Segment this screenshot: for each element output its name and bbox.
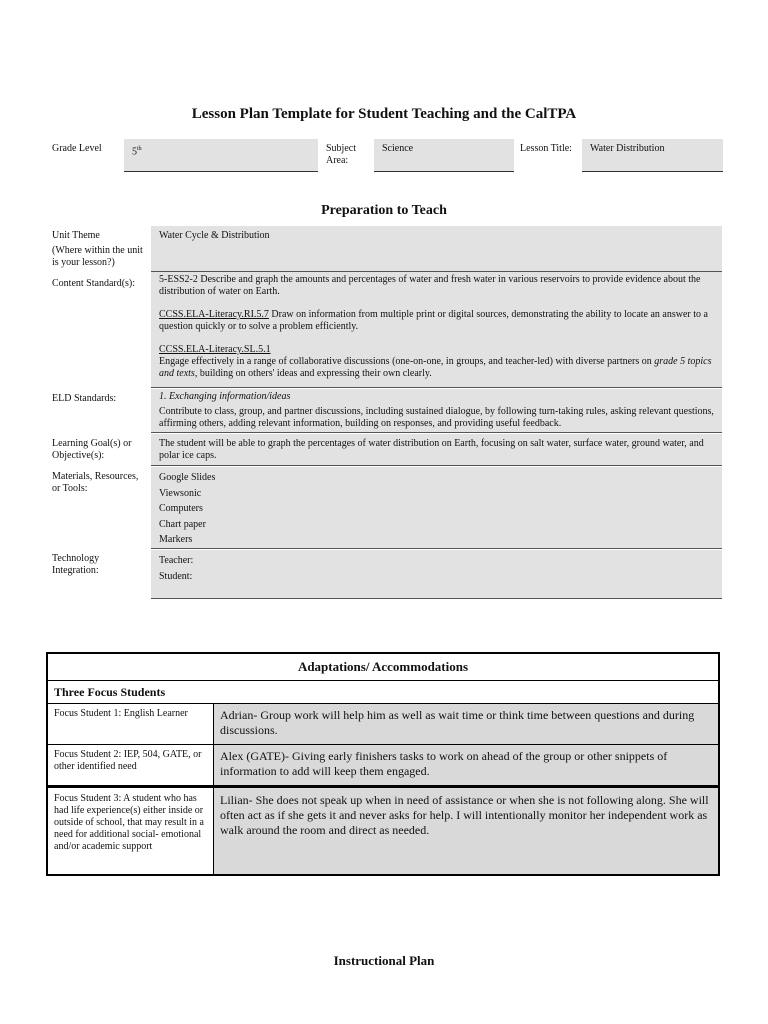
focus-students-subheading: Three Focus Students	[48, 681, 718, 704]
table-row	[48, 788, 718, 874]
learning-goal-text: The student will be able to graph the percentages of water distribution on Earth, focusing on salt water, surface water, ground water, and polar ice caps.	[159, 438, 704, 461]
preparation-heading: Preparation to Teach	[321, 203, 447, 218]
instructional-plan-heading: Instructional Plan	[333, 953, 435, 968]
materials-field[interactable]	[151, 467, 722, 549]
technology-teacher: Teacher:	[159, 555, 194, 566]
grade-level-label: Grade Level	[52, 143, 102, 154]
accommodations-table	[46, 652, 720, 876]
eld-text: Contribute to class, group, and partner discussions, including sustained dialogue, by following turn-taking rules, asking relevant questions, affirming others, adding relevant information, building on responses, and providing useful feedback.	[159, 406, 714, 429]
eld-title: 1. Exchanging information/ideas	[159, 391, 291, 402]
learning-goal-label: Learning Goal(s) or Objective(s):	[52, 438, 132, 461]
focus-student-3-label: Focus Student 3: A student who has had life experience(s) either inside or outside of school, that may result in a need for additional social- emotional and/or academic support	[48, 788, 214, 874]
materials-label: Materials, Resources, or Tools:	[52, 471, 139, 494]
materials-item: Computers	[159, 503, 203, 514]
standard-sl51-link[interactable]: CCSS.ELA-Literacy.SL.5.1	[159, 344, 271, 355]
materials-item: Google Slides	[159, 472, 216, 483]
unit-theme-label-text: Unit Theme	[52, 230, 100, 241]
lesson-title-value: Water Distribution	[590, 143, 665, 154]
technology-student: Student:	[159, 571, 193, 582]
learning-goal-field[interactable]	[151, 434, 722, 466]
technology-field[interactable]	[151, 550, 722, 599]
standard-ess2: 5-ESS2-2 Describe and graph the amounts and percentages of water and fresh water in various reservoirs to provide evidence about the distribution of water on Earth.	[159, 274, 701, 297]
content-standards-field[interactable]	[151, 272, 722, 388]
subject-label-line2: Area:	[326, 155, 349, 166]
materials-item: Chart paper	[159, 518, 206, 530]
grade-level-value: 5	[132, 146, 137, 158]
standard-sl51-italic: grade 5 topics and texts	[159, 356, 712, 379]
grade-level-suffix: th	[137, 146, 142, 152]
accommodations-heading: Adaptations/ Accommodations	[48, 654, 718, 681]
focus-student-1-text[interactable]: Adrian- Group work will help him as well as wait time or think time between questions and during discussions.	[214, 704, 718, 744]
content-standards-label: Content Standard(s):	[52, 278, 136, 289]
document-title: Lesson Plan Template for Student Teaching and the CalTPA	[191, 106, 577, 122]
standard-ri57-text: Draw on information from multiple print or digital sources, demonstrating the ability to locate an answer to a question quickly or to solve a problem efficiently.	[159, 309, 708, 332]
table-row	[48, 745, 718, 788]
standard-ri57	[159, 309, 714, 333]
focus-student-3-text[interactable]: Lilian- She does not speak up when in need of assistance or when she is not following along. She will often act as if she gets it and never asks for help. I will intentionally monitor her independent work as walk around the room and direct as needed.	[214, 788, 718, 874]
subject-area-value: Science	[382, 143, 414, 154]
unit-theme-field[interactable]	[151, 226, 722, 272]
subject-area-field[interactable]	[374, 139, 514, 172]
subject-area-label	[326, 143, 356, 167]
focus-student-2-text[interactable]: Alex (GATE)- Giving early finishers tasks to work on ahead of the group or other snippets of information to add will keep them engaged.	[214, 745, 718, 785]
standard-sl51-text-a: Engage effectively in a range of collaborative discussions (one-on-one, in groups, and teacher-led) with diverse partners on	[159, 356, 655, 367]
lesson-title-field[interactable]	[582, 139, 723, 172]
unit-theme-note: (Where within the unit is your lesson?)	[52, 245, 143, 268]
focus-student-1-label: Focus Student 1: English Learner	[48, 704, 214, 744]
focus-student-2-label: Focus Student 2: IEP, 504, GATE, or other identified need	[48, 745, 214, 785]
materials-item: Viewsonic	[159, 487, 202, 499]
eld-standards-label: ELD Standards:	[52, 393, 117, 404]
eld-standards-field[interactable]	[151, 389, 722, 433]
grade-level-field[interactable]	[124, 139, 318, 172]
standard-sl51	[159, 344, 714, 380]
table-row	[48, 704, 718, 745]
unit-theme-label	[52, 230, 147, 269]
technology-label: Technology Integration:	[52, 553, 100, 576]
standard-ri57-link[interactable]: CCSS.ELA-Literacy.RI.5.7	[159, 309, 269, 320]
materials-item: Markers	[159, 534, 193, 545]
unit-theme-value: Water Cycle & Distribution	[159, 230, 270, 241]
lesson-title-label: Lesson Title:	[520, 143, 572, 154]
subject-label-line1: Subject	[326, 143, 356, 154]
standard-sl51-text-b: , building on others' ideas and expressing their own clearly.	[194, 368, 432, 379]
